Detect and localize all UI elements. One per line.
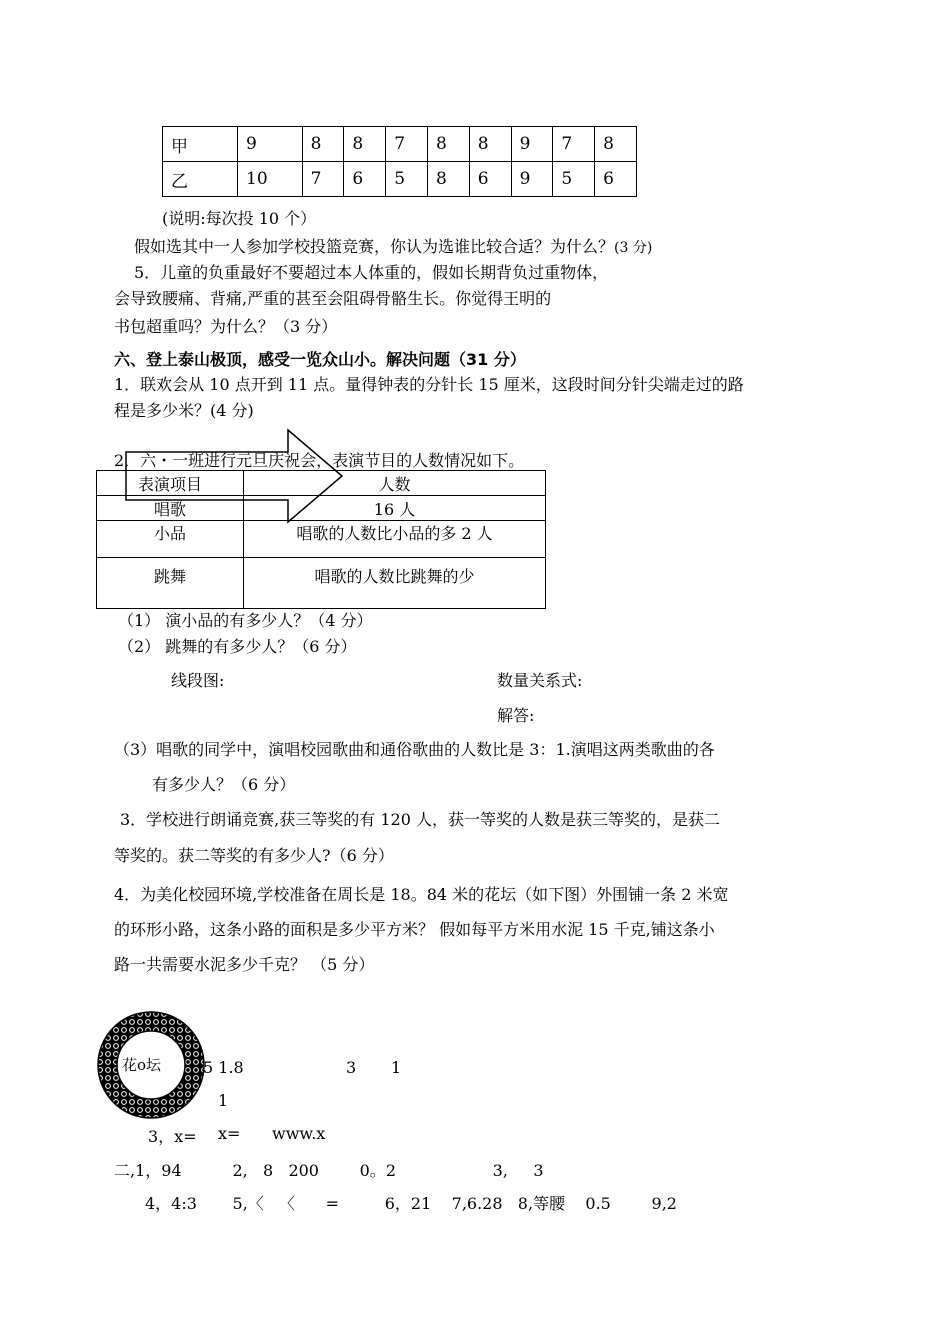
answer-fragment: www.x: [272, 1124, 326, 1143]
table-row: [163, 162, 637, 197]
header-item: 表演项目: [97, 471, 244, 496]
s6-q2-sub1: （1） 演小品的有多少人？（4 分）: [118, 611, 373, 630]
q5-line1: 5．儿童的负重最好不要超过本人体重的，假如长期背负过重物体，: [134, 263, 609, 282]
perf-item: 唱歌: [97, 496, 244, 521]
score-cell: 10: [238, 162, 303, 197]
s6-q1-line1: 1．联欢会从 10 点开到 11 点。量得钟表的分针长 15 厘米，这段时间分针尖端走过的路: [114, 375, 744, 394]
answer-fragment: 3: [346, 1058, 357, 1077]
score-cell: 8: [595, 127, 637, 162]
s6-q4-line3: 路一共需要水泥多少千克？ （5 分）: [114, 955, 375, 974]
s6-q3-line2: 等奖的。获二等奖的有多少人?（6 分）: [114, 846, 394, 865]
perf-item: 小品: [97, 521, 244, 558]
q5-line3: 书包超重吗？为什么？（3 分）: [114, 317, 338, 336]
s6-q2-sub3-line1: （3）唱歌的同学中，演唱校园歌曲和通俗歌曲的人数比是 3：1.演唱这两类歌曲的各: [114, 740, 715, 759]
s6-q2-intro: 2．六・一班进行元旦庆祝会，表演节目的人数情况如下。: [114, 451, 525, 470]
answer-fragment: 1: [218, 1091, 229, 1110]
score-cell: 7: [302, 162, 344, 197]
score-cell: 9: [511, 162, 553, 197]
row-label: 乙: [163, 162, 238, 197]
q4-note: (说明:每次投 10 个）: [162, 209, 317, 228]
s6-q2-sub3-line2: 有多少人？（6 分）: [152, 775, 296, 794]
s6-q1-line2: 程是多少米？(4 分): [114, 401, 254, 420]
line-graph-label: 线段图:: [171, 671, 225, 690]
score-cell: 5: [386, 162, 428, 197]
table-row: [97, 521, 546, 558]
score-cell: 6: [595, 162, 637, 197]
arrow-shape-icon: [124, 428, 346, 524]
table-row: [97, 558, 546, 609]
q4-question-text: 假如选其中一人参加学校投篮竞赛，你认为选谁比较合适？为什么？: [134, 237, 615, 256]
score-cell: 8: [344, 127, 386, 162]
row-label: 甲: [163, 127, 238, 162]
s6-q2-sub2: （2） 跳舞的有多少人？（6 分）: [118, 637, 357, 656]
table-row: [163, 127, 637, 162]
answer-line-2: 二,1，94 2, 8 200 0。2 3, 3: [114, 1161, 544, 1180]
answer-fragment: 3，x=: [148, 1127, 197, 1146]
perf-count: 唱歌的人数比跳舞的少: [244, 558, 546, 609]
answer-fragment: x=: [218, 1124, 241, 1143]
score-cell: 8: [427, 162, 469, 197]
answer-fragment: 5 1.8: [203, 1058, 244, 1077]
answer-label: 解答:: [497, 706, 535, 725]
score-cell: 7: [386, 127, 428, 162]
q5-line2: 会导致腰痛、背痛,严重的甚至会阻碍骨骼生长。你觉得王明的: [114, 289, 552, 308]
score-table: [162, 126, 637, 197]
q4-points: (3 分): [614, 240, 653, 256]
score-cell: 9: [238, 127, 303, 162]
s6-q4-line2: 的环形小路，这条小路的面积是多少平方米？ 假如每平方米用水泥 15 千克,铺这条小: [114, 920, 715, 939]
s6-q3-line1: 3．学校进行朗诵竞赛,获三等奖的有 120 人，获一等奖的人数是获三等奖的，是获二: [120, 810, 720, 829]
perf-count: 16 人: [244, 496, 546, 521]
q4-question: [134, 234, 652, 257]
score-cell: 7: [553, 127, 595, 162]
perf-count: 唱歌的人数比小品的多 2 人: [244, 521, 546, 558]
score-cell: 8: [302, 127, 344, 162]
score-cell: 6: [344, 162, 386, 197]
score-cell: 9: [511, 127, 553, 162]
flowerbed-label: 花o坛: [122, 1056, 162, 1074]
s6-q4-line1: 4．为美化校园环境,学校准备在周长是 18。84 米的花坛（如下图）外围铺一条 2 米宽: [114, 885, 729, 904]
answer-fragment: 1: [391, 1058, 402, 1077]
score-cell: 6: [469, 162, 511, 197]
score-cell: 5: [553, 162, 595, 197]
header-count: 人数: [244, 471, 546, 496]
score-cell: 8: [469, 127, 511, 162]
quantity-relation-label: 数量关系式:: [497, 671, 583, 690]
score-cell: 8: [427, 127, 469, 162]
section6-title: 六、登上泰山极顶，感受一览众山小。解决问题（31 分）: [114, 350, 526, 369]
perf-item: 跳舞: [97, 558, 244, 609]
answer-line-3: 4，4:3 5,〈 〈 = 6，21 7,6.28 8,等腰 0.5 9,2: [145, 1194, 677, 1213]
